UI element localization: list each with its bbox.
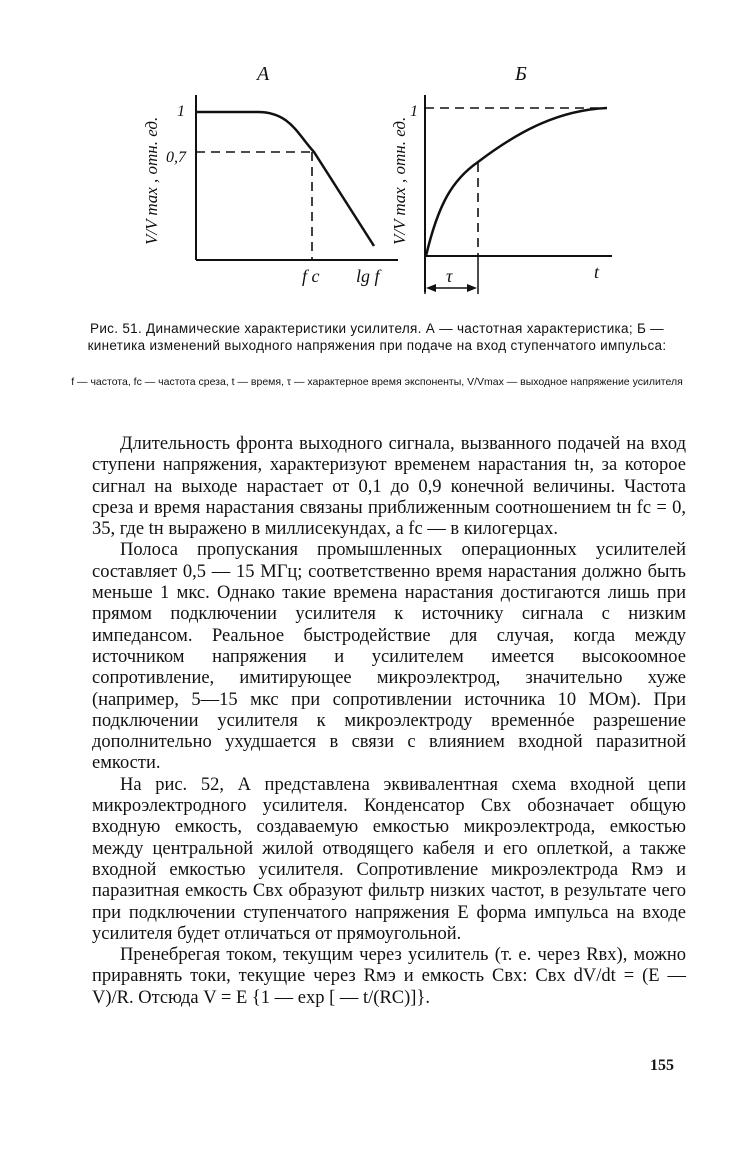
panel-a-letter: А [257,63,270,85]
panel-a-frequency-curve [196,112,374,246]
body-text [92,434,686,1009]
figure-caption: Рис. 51. Динамические характеристики усилителя. А — частотная характеристика; Б — кинетика изменений выходного напряжения при подаче на вход ступенчатого импульса: [87,321,667,353]
panel-a-ytick-1: 1 [177,103,185,120]
panel-b-tau-arrowhead-right [467,284,477,292]
panel-a-xtick-lgf: lg f [356,266,380,286]
paragraph-3: На рис. 52, А представлена эквивалентная схема входной цепи микроэлектродного усилителя. Конденсатор Cвх обозначает общую входную емкость, создаваемую емкостью микроэлектрода, емкостью между центральной жилой отводящего кабеля и его оплеткой, а также входной емкостью усилителя. Сопротивление микроэлектрода Rмэ и паразитная емкость Cвх образуют фильтр низких частот, в результате чего при подключении ступенчатого напряжения E форма импульса на входе усилителя будет отличаться от прямоугольной. [92,774,686,944]
page-number: 155 [650,1057,674,1074]
panel-a-ylabel: V/V max , отн. ед. [142,116,161,245]
paragraph-2: Полоса пропускания промышленных операционных усилителей составляет 0,5 — 15 МГц; соответственно время нарастания должно быть меньше 1 мкс. Однако такие времена нарастания достигаются лишь при прямом подключении усилителя к источнику сигнала с низким импедансом. Реальное быстродействие для случая, когда между источником напряжения и усилителем имеется высокоомное сопротивление, имитирующее микроэлектрод, значительно хуже (например, 5—15 мкс при сопротивлении источника 10 МОм). При подключении усилителя к микроэлектроду временнóе разрешение дополнительно ухудшается в связи с влиянием входной паразитной емкости. [92,540,686,774]
panel-b-exponent-curve [426,108,607,256]
figure-legend: f — частота, fc — частота среза, t — время, τ — характерное время экспоненты, V/Vmax — выходное напряжение усилителя [71,376,683,388]
panel-b-xtick-t: t [594,262,600,282]
paragraph-1: Длительность фронта выходного сигнала, вызванного подачей на вход ступени напряжения, характеризуют временем нарастания tн, за которое сигнал на выходе нарастает от 0,1 до 0,9 конечной величины. Частота среза и время нарастания связаны приближенным соотношением tн fc = 0, 35, где tн выражено в миллисекундах, а fc — в килогерцах. [92,434,686,540]
panel-b-tau-arrowhead-left [426,284,436,292]
panel-a-ytick-07: 0,7 [166,149,186,166]
panel-b-ytick-1: 1 [410,103,418,120]
panel-b-letter: Б [515,63,527,85]
figure-51 [0,0,754,300]
paragraph-4: Пренебрегая током, текущим через усилитель (т. е. через Rвх), можно приравнять токи, текущие через Rмэ и емкость Cвх: Cвх dV/dt = (E — V)/R. Отсюда V = E {1 — exp [ — t/(RC)]}. [92,945,686,1008]
panel-a-xtick-fc: f c [302,266,320,286]
panel-b-ylabel: V/V max , отн. ед. [390,116,409,245]
panel-b-xtick-tau: τ [446,266,453,286]
